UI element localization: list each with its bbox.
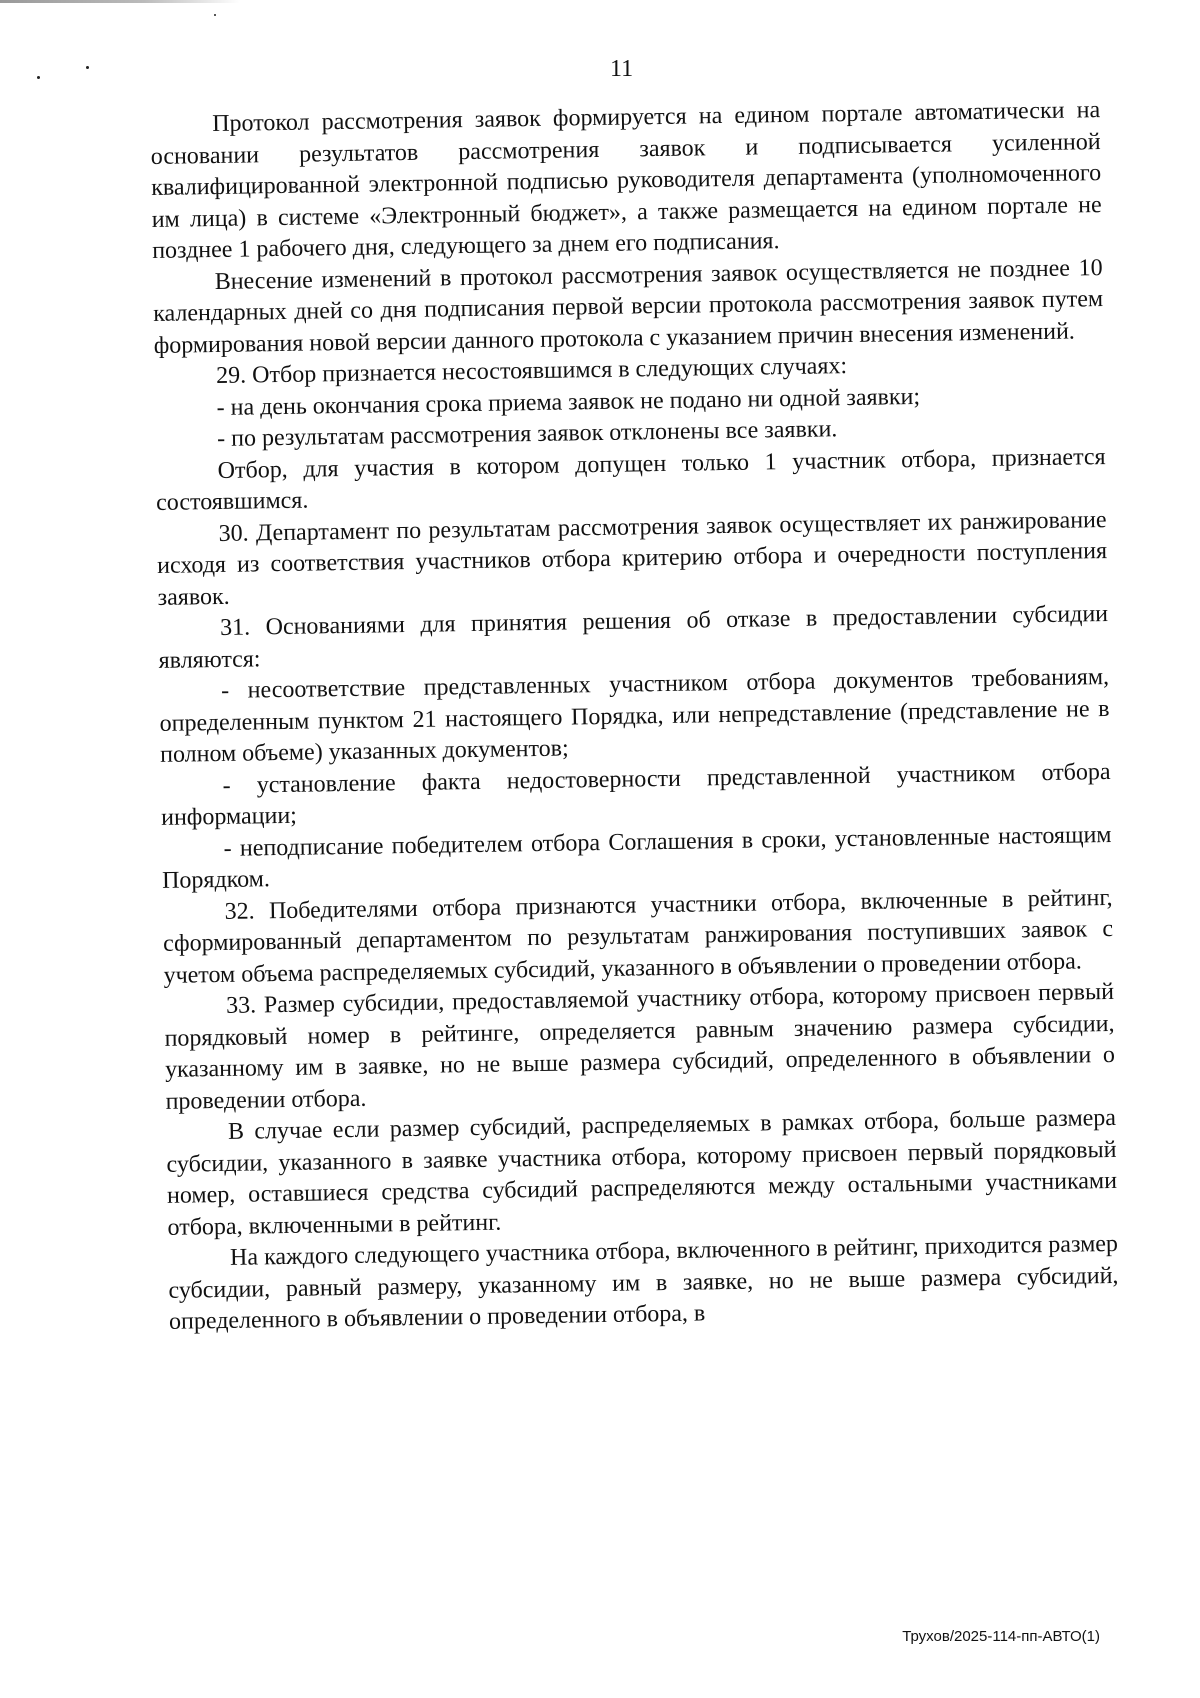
scan-speck xyxy=(37,76,40,79)
scan-speck xyxy=(86,66,89,69)
list-item-agreement-not-signed: - неподписание победителем отбора Соглашения в сроки, установленные настоящим Порядком. xyxy=(161,821,1112,894)
paragraph-30: 30. Департамент по результатам рассмотрения заявок осуществляет их ранжирование исходя из соответствия участников отбора критерию отбора и очередности поступления заявок. xyxy=(156,506,1108,611)
paragraph-protocol-formation: Протокол рассмотрения заявок формируется на едином портале автоматически на основании результатов рассмотрения заявок и подписывается усиленной квалифицированной электронной подписью руководителя департамента (уполномоченного им лица) в системе «Электронный бюджет», а также размещается на едином портале не позднее 1 рабочего дня, следующего за днем его подписания. xyxy=(150,97,1102,264)
paragraph-protocol-changes: Внесение изменений в протокол рассмотрения заявок осуществляется не позднее 10 календарных дней со дня подписания первой версии протокола рассмотрения заявок путем формирования новой версии данного протокола с указанием причин внесения изменений. xyxy=(153,254,1104,359)
document-footer-id: Трухов/2025-114-пп-АВТО(1) xyxy=(902,1628,1100,1645)
list-item-documents-mismatch: - несоответствие представленных участником отбора документов требованиям, определенным пунктом 21 настоящего Порядка, или непредставление (представление не в полном объеме) указанных документов; xyxy=(159,664,1110,768)
paragraph-remaining-funds: В случае если размер субсидий, распределяемых в рамках отбора, больше размера субсидии, указанного в заявке участника отбора, которому присвоен первый порядковый номер, оставшиеся средства субсидий распределяются между остальными участниками отбора, включенными в рейтинг. xyxy=(166,1104,1118,1241)
list-item-no-applications: - на день окончания срока приема заявок не подано ни одной заявки; xyxy=(216,383,921,421)
paragraph-29: 29. Отбор признается несостоявшимся в следующих случаях: xyxy=(215,353,848,389)
scan-speck xyxy=(214,14,216,16)
paragraph-single-participant: Отбор, для участия в котором допущен только 1 участник отбора, признается состоявшимся. xyxy=(155,443,1106,516)
paragraph-33: 33. Размер субсидии, предоставляемой участнику отбора, которому присвоен первый порядковый номер в рейтинге, определяется равным значению размера субсидии, указанному им в заявке, но не выше размера субсидий, определенного в объявлении о проведении отбора. xyxy=(164,978,1116,1115)
page-number: 11 xyxy=(610,56,634,82)
scan-edge-mark xyxy=(0,0,240,3)
paragraph-32: 32. Победителями отбора признаются участники отбора, включенные в рейтинг, сформированный департаментом по результатам ранжирования поступивших заявок с учетом объема распределяемых субсидий, указанного в объявлении о проведении отбора. xyxy=(162,884,1114,989)
paragraph-next-participant: На каждого следующего участника отбора, включенного в рейтинг, приходится размер субсидии, равный размеру, указанному им в заявке, но не выше размера субсидий, определенного в объявлении о проведении отбора, в xyxy=(168,1230,1119,1335)
paragraph-31: 31. Основаниями для принятия решения об отказе в предоставлении субсидии являются: xyxy=(158,601,1109,674)
list-item-false-information: - установление факта недостоверности представленной участником отбора информации; xyxy=(160,758,1111,831)
document-body xyxy=(150,95,1119,1338)
list-item-all-rejected: - по результатам рассмотрения заявок отклонены все заявки. xyxy=(216,416,838,452)
